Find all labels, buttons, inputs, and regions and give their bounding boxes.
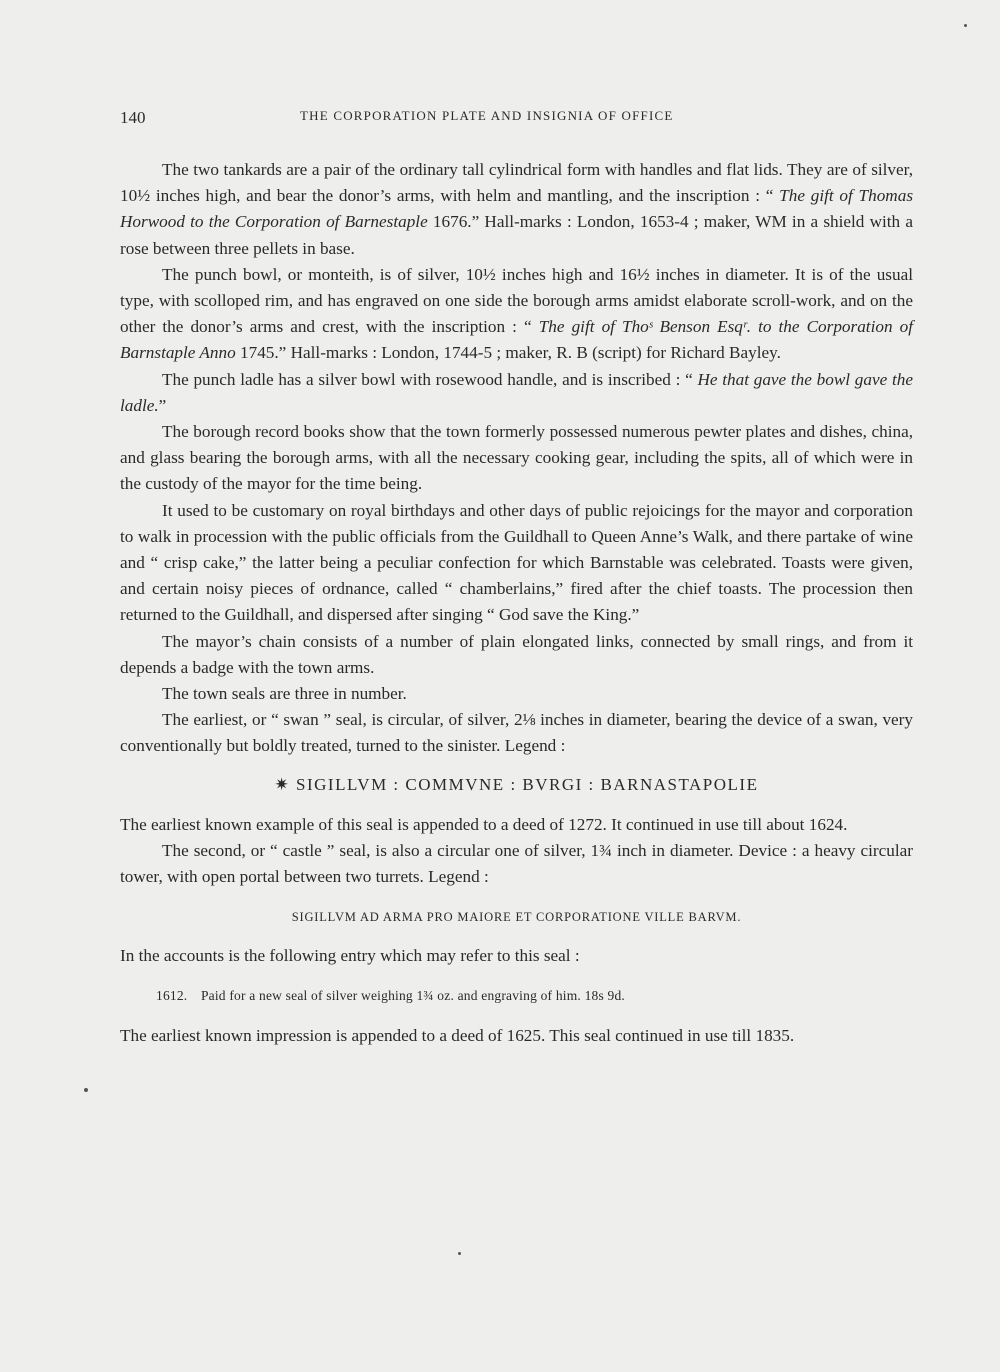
paragraph-text: The two tankards are a pair of the ordinary tall cylindrical form with handles and flat lids. They are of silver, 10½ inches high, and bear the donor’s arms, with helm and mantling, and the inscription : “: [120, 160, 913, 206]
paragraph-swan-seal-dates: The earliest known example of this seal is appended to a deed of 1272. It continued in use till about 1624.: [120, 814, 848, 834]
castle-seal-legend: SIGILLVM AD ARMA PRO MAIORE ET CORPORATIONE VILLE BARVM.: [291, 910, 742, 925]
page-header: [120, 106, 915, 130]
body-text: [120, 157, 913, 1049]
paragraph-accounts: In the accounts is the following entry which may refer to this seal :: [120, 945, 580, 965]
paper-speck: [84, 1088, 88, 1092]
paragraph-text: The punch ladle has a silver bowl with rosewood handle, and is inscribed : “: [162, 369, 698, 389]
swan-seal-legend: ✷ SIGILLVM : COMMVNE : BVRGI : BARNASTAPOLIE: [274, 774, 759, 794]
paragraph-royal-birthdays: It used to be customary on royal birthdays and other days of public rejoicings for the mayor and corporation to walk in procession with the public officials from the Guildhall to Queen Anne’s Walk, and there partake of wine and “ crisp cake,” the latter being a peculiar confection for which Barnstable was celebrated. Toasts were given, and certain noisy pieces of ordnance, called “ chamberlains,” fired after the chief toasts. The procession then returned to the Guildhall, and dispersed after singing “ God save the King.”: [120, 500, 913, 625]
paragraph-castle-seal: The second, or “ castle ” seal, is also a circular one of silver, 1¾ inch in diameter. Device : a heavy circular tower, with open portal between two turrets. Legend :: [120, 841, 913, 887]
page-number: 140: [120, 108, 146, 127]
paragraph-punch-bowl: [120, 262, 913, 367]
paragraph-tankards: [120, 157, 913, 262]
paragraph-town-seals: The town seals are three in number.: [162, 684, 407, 704]
paragraph-record-books: The borough record books show that the town formerly possessed numerous pewter plates and dishes, china, and glass bearing the borough arms, with all the necessary cooking gear, including the spits, all of which were in the custody of the mayor for the time being.: [120, 422, 913, 494]
inscription-italic: The gift of Thomas Horwood to the Corporation of Barnestaple: [120, 186, 914, 232]
paragraph-punch-ladle: [120, 367, 913, 419]
paragraph-castle-seal-dates: The earliest known impression is appended to a deed of 1625. This seal continued in use till 1835.: [120, 1026, 795, 1046]
inscription-italic: The gift of Thoˢ Benson Esqʳ. to the Corporation of Barnstaple Anno: [120, 317, 913, 363]
paragraph-text: The punch bowl, or monteith, is of silver, 10½ inches high and 16½ inches in diameter. It is of the usual type, with scolloped rim, and has engraved on one side the borough arms amidst elaborate scroll-work, and on the other the donor’s arms and crest, with the inscription : “: [120, 264, 913, 337]
inscription-italic: He that gave the bowl gave the ladle.: [120, 369, 913, 415]
paragraph-text: 1745.” Hall-marks : London, 1744-5 ; maker, R. B (script) for Richard Bayley.: [235, 343, 781, 363]
paragraph-text: 1676.” Hall-marks : London, 1653-4 ; maker, WM in a shield with a rose between three pellets in base.: [120, 212, 913, 258]
paragraph-mayors-chain: The mayor’s chain consists of a number of plain elongated links, connected by small rings, and from it depends a badge with the town arms.: [120, 631, 913, 677]
entry-year: 1612.: [156, 987, 188, 1003]
entry-text: Paid for a new seal of silver weighing 1¾ oz. and engraving of him. 18s 9d.: [200, 987, 625, 1003]
running-title: THE CORPORATION PLATE AND INSIGNIA OF OFFICE: [300, 108, 674, 123]
paper-speck: [964, 24, 967, 27]
paper-speck: [458, 1252, 461, 1255]
accounts-entry: [156, 983, 913, 1009]
paragraph-text: ”: [158, 395, 167, 415]
paragraph-swan-seal: The earliest, or “ swan ” seal, is circular, of silver, 2⅛ inches in diameter, bearing the device of a swan, very conventionally but boldly treated, turned to the sinister. Legend :: [120, 710, 913, 756]
